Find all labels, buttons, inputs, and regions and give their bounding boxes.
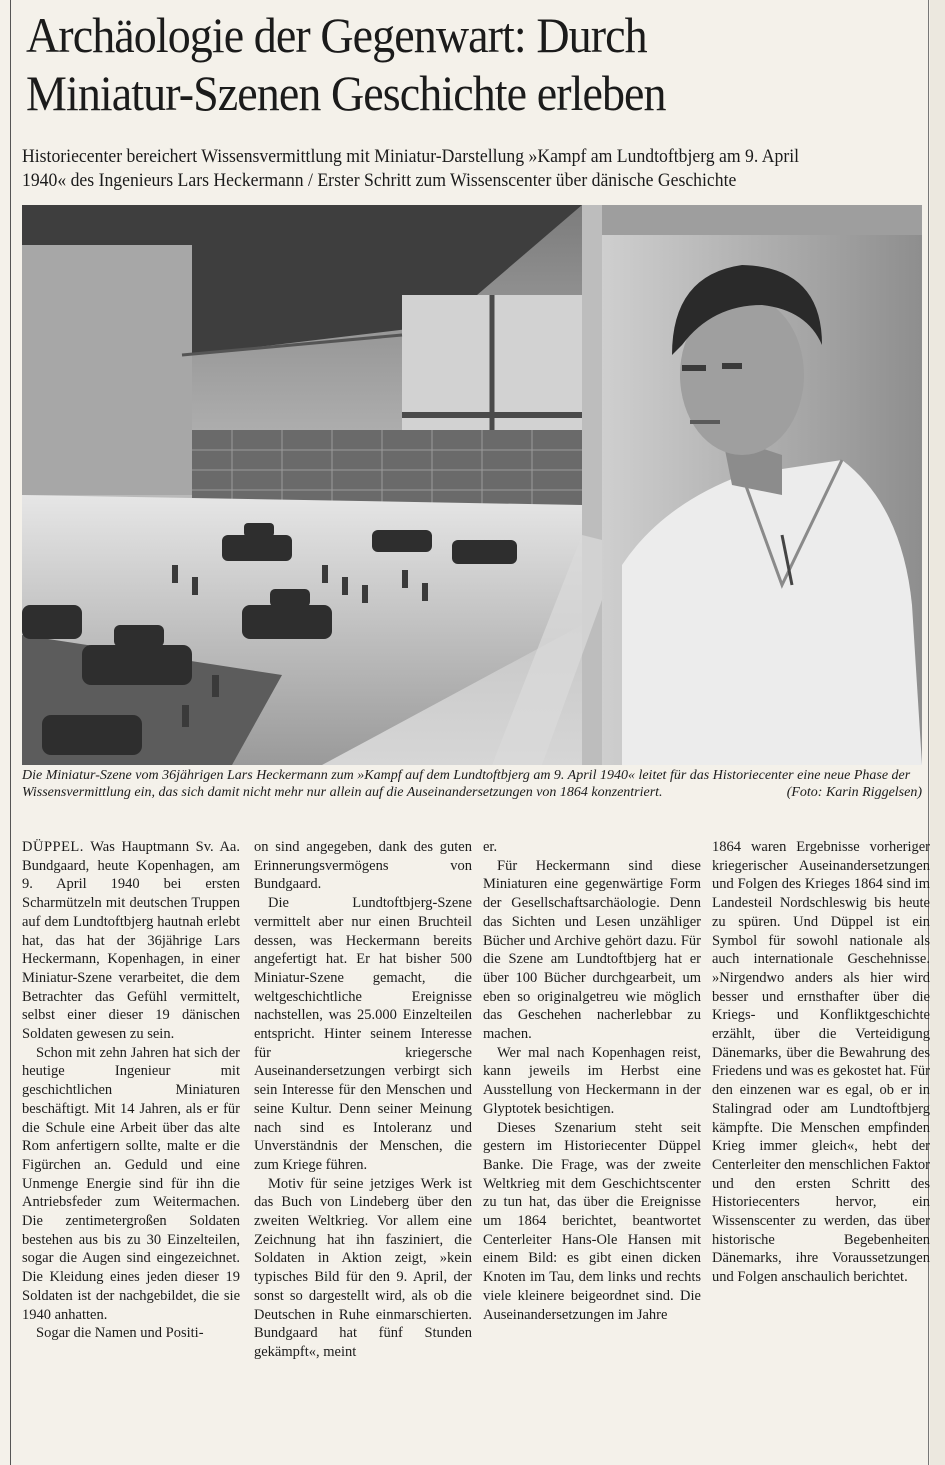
dateline: DÜPPEL.	[22, 839, 84, 855]
photo-caption	[22, 767, 922, 801]
adjacent-article-edge	[930, 0, 945, 1465]
paragraph: Schon mit zehn Jahren hat sich der heutige Ingenieur mit geschichtlichen Miniaturen beschäftigt. Mit 14 Jahren, als er für die Schule eine Arbeit über das alte Rom anfertigern sollte, malte er die Figürchen an. Geduld und eine Unmenge Energie sind für ihn die Antriebsfeder zum Weitermachen. Die zentimetergroßen Soldaten bestehen aus bis zu 30 Einzelteilen, sogar die Augen sind eingezeichnet. Die Kleidung eines jeden dieser 19 Soldaten ist der nachgebildet, die sie 1940 anhatten.	[22, 1044, 240, 1323]
headline-line-1: Archäologie der Gegenwart: Durch	[26, 7, 647, 63]
photo-miniature-scene	[22, 205, 922, 765]
headline-line-2: Miniatur-Szenen Geschichte erleben	[26, 65, 666, 121]
body-column-1	[22, 838, 240, 1458]
subheadline	[22, 145, 859, 193]
headline	[26, 6, 845, 122]
subhead-line-2: 1940« des Ingenieurs Lars Heckermann / Erster Schritt zum Wissenscenter über dänische Geschichte	[22, 170, 737, 191]
paragraph: Die Lundtoftbjerg-Szene vermittelt aber nur einen Bruchteil dessen, was Heckermann bereits angefertigt hat. Er hat bisher 500 Miniatur-Szene gemacht, die weltgeschichtliche Ereignisse nachstellen, was 25.000 Einzelteilen entspricht. Hinter seinem Interesse für kriegersche Auseinandersetzungen verbirgt sich sein Interesse für den Menschen und seine Kultur. Denn seiner Meinung nach sind es Intoleranz und Unverständnis der Menschen, die zum Kriege führen.	[254, 895, 472, 1173]
body-column-2	[254, 838, 472, 1458]
photo-credit: (Foto: Karin Riggelsen)	[786, 785, 922, 800]
column-rule-left	[10, 0, 11, 1465]
paragraph: Motiv für seine jetziges Werk ist das Buch von Lindeberg über den zweiten Weltkrieg. Vor allem eine Zeichnung hat ihn fasziniert, die Soldaten in Aktion zeigt, »kein typisches Bild für den 9. April, der sonst so dargestellt wird, als ob die Deutschen in Ruhe einmarschierten. Bundgaard hat fünf Stunden gekämpft«, meint	[254, 1175, 472, 1360]
paragraph: Dieses Szenarium steht seit gestern im Historiecenter Düppel Banke. Die Frage, was der zweite Weltkrieg mit dem Geschichtscenter zu tun hat, das über die Ereignisse um 1864 berichtet, beantwortet Centerleiter Hans-Ole Hansen mit einem Bild: es gibt einen dicken Knoten im Tau, dem links und rechts viele kleinere beigeordnet sind. Die Auseinandersetzungen im Jahre	[483, 1119, 701, 1323]
body-column-3	[483, 838, 701, 1458]
paragraph: Für Heckermann sind diese Miniaturen eine gegenwärtige Form der Gesellschaftsarchäologie. Denn das Sichten und Lesen unzähliger Bücher und Archive gehört dazu. Für die Szene am Lundtoftbjerg hat er über 100 Bücher durchgearbeit, um eben so originalgetreu wie möglich das Geschehen nacherlebbar zu machen.	[483, 857, 701, 1043]
paragraph: DÜPPEL. Was Hauptmann Sv. Aa. Bundgaard, heute Kopenhagen, am 9. April 1940 bei ersten Scharmützeln mit deutschen Truppen auf dem Lundtoftbjerg hautnah erlebt hat, das hat der 36jährige Lars Heckermann, Kopenhagen, in einer Miniatur-Szene verarbeitet, die dem Betrachter das Gefühl vermittelt, selbst einer dieser 19 dänischen Soldaten gewesen zu sein.	[22, 839, 240, 1043]
caption-text: Die Miniatur-Szene vom 36jährigen Lars Heckermann zum »Kampf auf dem Lundtoftbjerg am 9. April 1940« leitet für das Historiecenter eine neue Phase der Wissensvermittlung ein, das sich damit nicht mehr nur allein auf die Auseinandersetzungen von 1864 konzentriert.	[22, 768, 911, 800]
article-body	[22, 838, 930, 1458]
paragraph: on sind angegeben, dank des guten Erinnerungsvermögens von Bundgaard.	[254, 839, 472, 893]
paragraph: 1864 waren Ergebnisse vorheriger kriegerischer Auseinandersetzungen und Folgen des Krieges 1864 sind im Landesteil Nordschleswig bis heute zu spüren. Und Düppel ist ein Symbol für sowohl nationale als auch internationale Geschehnisse. »Nirgendwo anders als hier wird besser und ernsthafter über die Kriegs- und Konfliktgeschichte erzählt, über die Verteidigung Dänemarks, über die Bewahrung des Friedens und was es gekostet hat. Für den einzenen war es egal, ob er in Stalingrad oder am Lundtoftbjerg kämpfte. Die Menschen empfinden Krieg immer gleich«, hebt der Centerleiter den menschlichen Faktor und den ersten Schritt des Historiecenters hervor, ein Wissenscenter zu werden, das über historische Begebenheiten Dänemarks, ihre Voraussetzungen und Folgen anschaulich berichtet.	[712, 839, 930, 1286]
article-photo	[22, 205, 922, 765]
body-column-4	[712, 838, 930, 1458]
paragraph: Sogar die Namen und Positi-	[36, 1325, 204, 1342]
paragraph: er.	[483, 839, 498, 855]
paragraph: Wer mal nach Kopenhagen reist, kann jeweils im Herbst eine Ausstellung von Heckermann in der Glyptotek besichtigen.	[483, 1044, 701, 1117]
subhead-line-1: Historiecenter bereichert Wissensvermittlung mit Miniatur-Darstellung »Kampf am Lundtoftbjerg am 9. April	[22, 146, 800, 167]
